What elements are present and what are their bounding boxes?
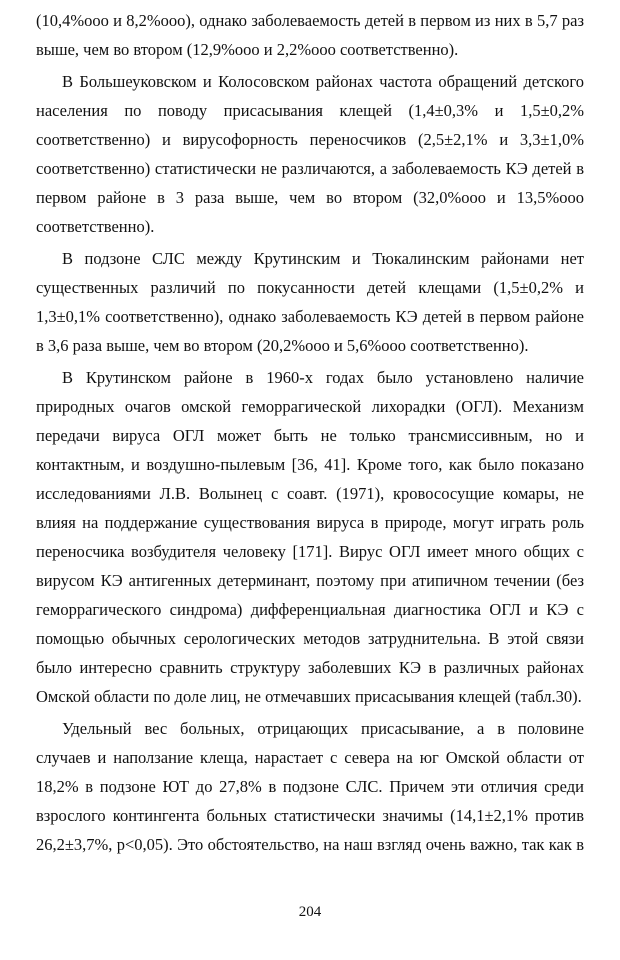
text-line: первом районе в 3 раза выше, чем во втором (32,0%ooo и 13,5%ooo (36, 188, 584, 207)
text-line: В подзоне СЛС между Крутинским и Тюкалинским районами нет (62, 249, 584, 268)
text-line: В Большеуковском и Колосовском районах частота обращений детского (62, 72, 584, 91)
text-line: соответственно). (36, 217, 155, 236)
text-line: влияя на поддержание существования вируса в природе, могут играть роль (36, 513, 584, 532)
text-line: переносчика возбудителя человеку [171]. Вирус ОГЛ имеет много общих с (36, 542, 584, 561)
paragraph-2 (36, 67, 584, 241)
text-line: существенных различий по покусанности детей клещами (1,5±0,2% и (36, 278, 584, 297)
text-line: соответственно) и вирусофорность переносчиков (2,5±2,1% и 3,3±1,0% (36, 130, 584, 149)
page-number: 204 (298, 904, 322, 920)
text-line: исследованиями Л.В. Волынец с соавт. (1971), кровососущие комары, не (36, 484, 584, 503)
paragraph-3 (36, 244, 584, 360)
text-line: геморрагического синдрома) дифференциальная диагностика ОГЛ и КЭ с (36, 600, 584, 619)
text-line: 18,2% в подзоне ЮТ до 27,8% в подзоне СЛС. Причем эти отличия среди (36, 777, 584, 796)
text-line: населения по поводу присасывания клещей (1,4±0,3% и 1,5±0,2% (36, 101, 584, 120)
text-line: вирусом КЭ антигенных детерминант, поэтому при атипичном течении (без (36, 571, 584, 590)
text-line: природных очагов омской геморрагической лихорадки (ОГЛ). Механизм (36, 397, 584, 416)
text-line: помощью обычных серологических методов затруднительна. В этой связи (36, 629, 584, 648)
text-line: передачи вируса ОГЛ может быть не только трансмиссивным, но и (36, 426, 584, 445)
text-line: соответственно) статистически не различаются, а заболеваемость КЭ детей в (36, 159, 584, 178)
text-line: (10,4%ooo и 8,2%ooo), однако заболеваемость детей в первом из них в 5,7 раз (36, 11, 584, 30)
text-line: было интересно сравнить структуру заболевших КЭ в различных районах (36, 658, 584, 677)
text-line: В Крутинском районе в 1960-х годах было установлено наличие (62, 368, 584, 387)
text-line: контактным, и воздушно-пылевым [36, 41]. Кроме того, как было показано (36, 455, 584, 474)
paragraph-1 (36, 6, 584, 64)
text-line: 26,2±3,7%, p<0,05). Это обстоятельство, на наш взгляд очень важно, так как в (36, 835, 584, 854)
text-line: выше, чем во втором (12,9%ooo и 2,2%ooo соответственно). (36, 40, 459, 59)
text-line: Удельный вес больных, отрицающих присасывание, а в половине (62, 719, 584, 738)
text-line: в 3,6 раза выше, чем во втором (20,2%ooo и 5,6%ooo соответственно). (36, 336, 529, 355)
paragraph-5 (36, 714, 584, 859)
text-line: случаев и наползание клеща, нарастает с севера на юг Омской области от (36, 748, 584, 767)
text-line: 1,3±0,1% соответственно), однако заболеваемость КЭ детей в первом районе (36, 307, 584, 326)
paragraph-4 (36, 363, 584, 711)
text-line: Омской области по доле лиц, не отмечавших присасывания клещей (табл.30). (36, 687, 582, 706)
text-line: взрослого контингента больных статистически значимы (14,1±2,1% против (36, 806, 584, 825)
page-body (36, 6, 584, 859)
